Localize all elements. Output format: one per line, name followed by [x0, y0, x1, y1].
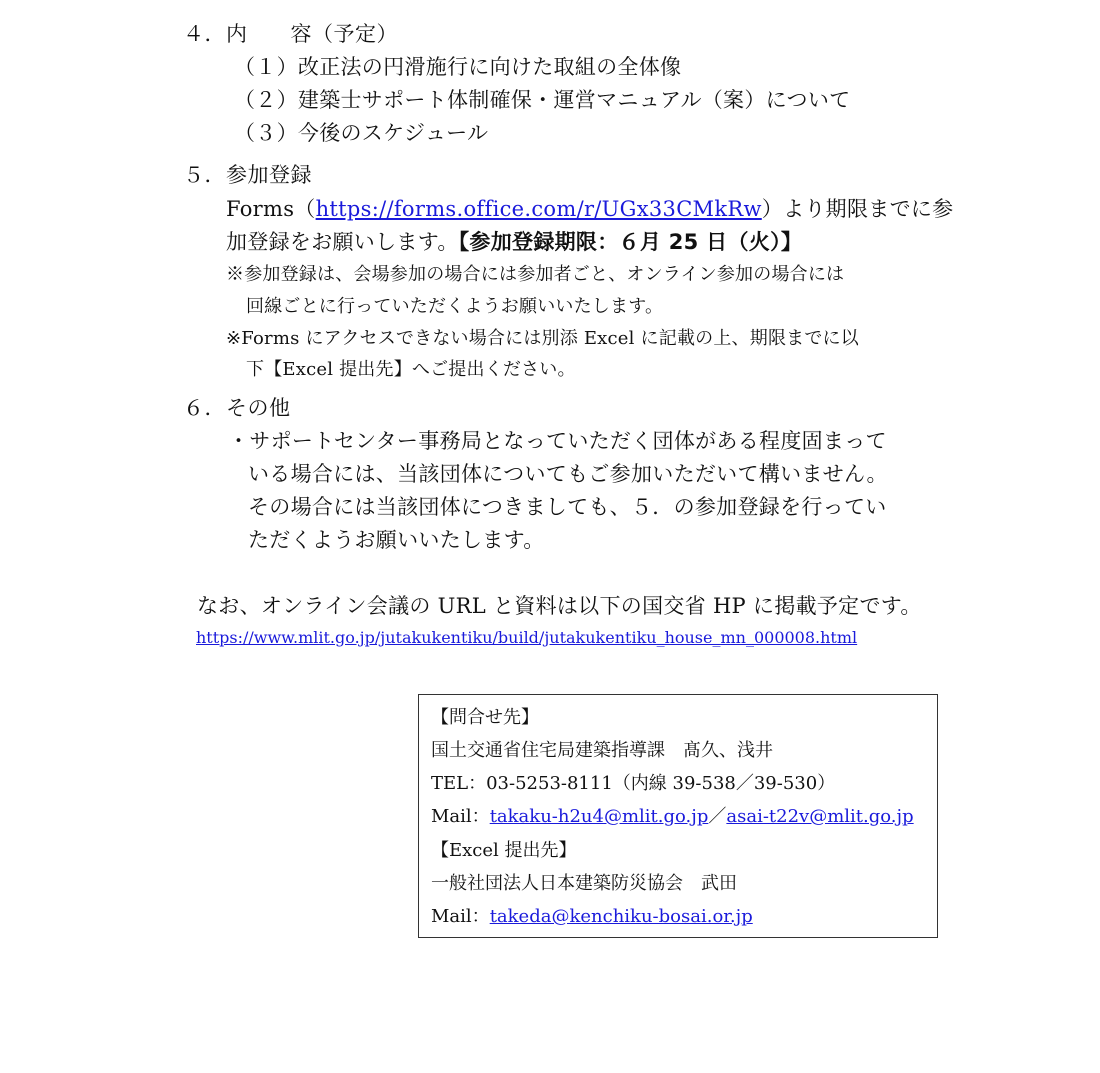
forms-line — [226, 195, 953, 223]
inquiry-dept: 国土交通省住宅局建築指導課 髙久、浅井 — [431, 740, 773, 761]
section-6-heading: ６．その他 — [183, 396, 291, 420]
note-1-line-1: ※参加登録は、会場参加の場合には参加者ごと、オンライン参加の場合には — [226, 264, 845, 285]
section-4-item-2: （２）建築士サポート体制確保・運営マニュアル（案）について — [234, 88, 851, 112]
note-1-line-2: 回線ごとに行っていただくようお願いいたします。 — [246, 296, 664, 317]
inquiry-tel: TEL：03-5253-8111（内線 39-538／39-530） — [431, 773, 836, 794]
deadline-line-prefix: 加登録をお願いします。 — [226, 230, 459, 254]
excel-mail-label: Mail： — [431, 906, 490, 927]
mlit-hp-link[interactable]: https://www.mlit.go.jp/jutakukentiku/build/jutakukentiku_house_mn_000008.html — [196, 628, 858, 647]
inquiry-heading: 【問合せ先】 — [431, 707, 539, 728]
mail-separator: ／ — [708, 806, 727, 827]
other-bullet-line-2: いる場合には、当該団体についてもご参加いただいて構いません。 — [248, 462, 888, 486]
inquiry-mail-label: Mail： — [431, 806, 490, 827]
excel-heading: 【Excel 提出先】 — [431, 840, 577, 861]
forms-line-prefix: Forms（ — [226, 197, 316, 221]
section-5-heading: ５．参加登録 — [183, 163, 312, 187]
mail-link-asai[interactable]: asai-t22v@mlit.go.jp — [726, 806, 914, 827]
section-4-heading: ４．内 容（予定） — [183, 22, 398, 46]
other-bullet-line-3: その場合には当該団体につきましても、５．の参加登録を行ってい — [248, 495, 887, 519]
note-2-line-2: 下【Excel 提出先】へご提出ください。 — [246, 359, 576, 380]
forms-line-suffix: ）より期限までに参 — [761, 197, 954, 221]
mail-link-takaku[interactable]: takaku-h2u4@mlit.go.jp — [489, 806, 709, 827]
section-4-item-1: （１）改正法の円滑施行に向けた取組の全体像 — [234, 55, 682, 79]
other-bullet-line-1: ・サポートセンター事務局となっていただく団体がある程度固まって — [228, 429, 887, 453]
section-4-item-3: （３）今後のスケジュール — [234, 121, 489, 145]
mail-link-takeda[interactable]: takeda@kenchiku-bosai.or.jp — [489, 906, 753, 927]
excel-mail — [431, 904, 753, 930]
note-2-line-1: ※Forms にアクセスできない場合には別添 Excel に記載の上、期限までに以 — [226, 328, 859, 349]
contact-box — [418, 694, 938, 938]
deadline-text: 【参加登録期限：６月 25 日（火）】 — [458, 230, 803, 254]
forms-link[interactable]: https://forms.office.com/r/UGx33CMkRw — [315, 197, 762, 221]
other-bullet-line-4: ただくようお願いいたします。 — [248, 528, 545, 552]
excel-org: 一般社団法人日本建築防災協会 武田 — [431, 873, 737, 894]
deadline-line — [226, 228, 802, 256]
inquiry-mail — [431, 804, 914, 830]
online-notice-text: なお、オンライン会議の URL と資料は以下の国交省 HP に掲載予定です。 — [197, 594, 922, 618]
